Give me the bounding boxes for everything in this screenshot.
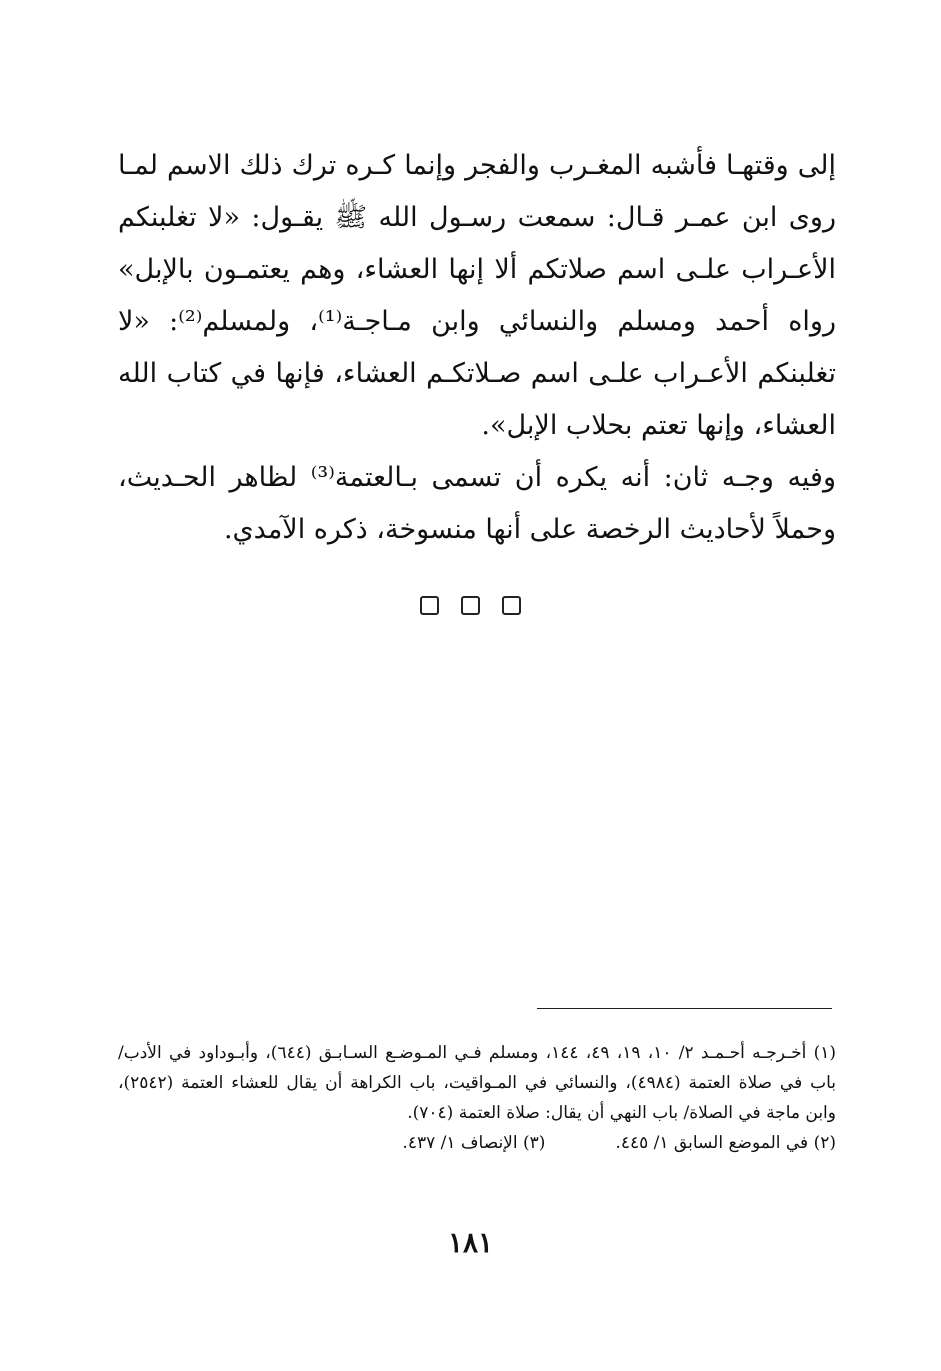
main-text bbox=[118, 140, 836, 556]
square-ornament-icon bbox=[461, 596, 480, 615]
footnote-1: (١) أخـرجـه أحـمـد ٢/ ١٠، ١٩، ٤٩، ١٤٤، ومسلم فـي المـوضـع السـابـق (٦٤٤)، وأبـوداود في الأدب/ باب في صلاة العتمة (٤٩٨٤)، والنسائي في المـواقيت، باب الكراهة أن يقال للعشاء العتمة (٢٥٤٢)، وابن ماجة في الصلاة/ باب النهي أن يقال: صلاة العتمة (٧٠٤). bbox=[118, 1043, 836, 1123]
square-ornament-icon bbox=[420, 596, 439, 615]
paragraph-1: إلى وقتهـا فأشبه المغـرب والفجر وإنما كـره ترك ذلك الاسم لمـا روى ابن عمـر قـال: سمعت رسـول الله ﷺ يقـول: «لا تغلبنكم الأعـراب علـى اسم صلاتكم ألا إنها العشاء، وهم يعتمـون بالإبل» رواه أحمد ومسلم والنسائي وابن مـاجـة⁽¹⁾، ولمسلم⁽²⁾: «لا تغلبنكم الأعـراب علـى اسم صـلاتكـم العشاء، فإنها في كتاب الله العشاء، وإنها تعتم بحلاب الإبل». bbox=[118, 150, 836, 441]
footnote-row bbox=[118, 1128, 836, 1158]
footnote-3: (٣) الإنصاف ١/ ٤٣٧. bbox=[402, 1133, 546, 1153]
section-divider-ornament bbox=[0, 596, 941, 615]
footnote-2: (٢) في الموضع السابق ١/ ٤٤٥. bbox=[615, 1133, 836, 1153]
square-ornament-icon bbox=[502, 596, 521, 615]
paragraph-2: وفيه وجـه ثان: أنه يكره أن تسمى بـالعتمة⁽³⁾ لظاهر الحـديث، وحملاً لأحاديث الرخصة على أنها منسوخة، ذكره الآمدي. bbox=[118, 462, 837, 545]
footnotes bbox=[118, 1038, 836, 1158]
footnote-separator bbox=[537, 1008, 832, 1009]
page-number: ١٨١ bbox=[447, 1226, 494, 1259]
